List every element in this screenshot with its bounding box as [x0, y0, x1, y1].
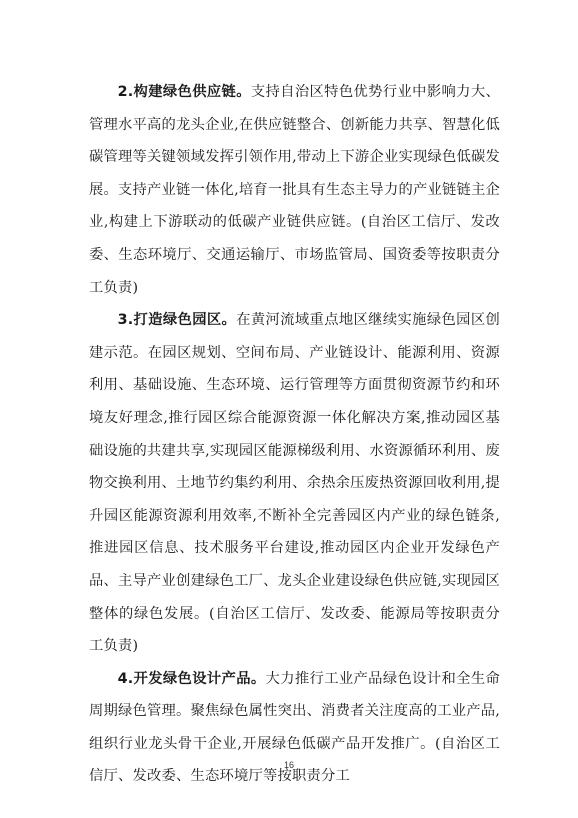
section-body: 大力推行工业产品绿色设计和全生命周期绿色管理。聚焦绿色属性突出、消费者关注度高的工业产品,组织行业龙头骨干企业,开展绿色低碳产品开发推广。(自治区工信厅、发改委、生态环境厅等按职责分工 [89, 670, 501, 785]
page-body [89, 76, 500, 793]
page-number: 16 [283, 760, 294, 770]
section-green-supply-chain [89, 76, 500, 304]
section-heading: 3.打造绿色园区。 [117, 312, 237, 329]
section-body: 支持自治区特色优势行业中影响力大、管理水平高的龙头企业,在供应链整合、创新能力共享、智慧化低碳管理等关键领域发挥引领作用,带动上下游企业实现绿色低碳发展。支持产业链一体化,培育一批具有生态主导力的产业链链主企业,构建上下游联动的低碳产业链供应链。(自治区工信厅、发改委、生态环境厅、交通运输厅、市场监管局、国资委等按职责分工负责) [89, 84, 500, 296]
section-heading: 2.构建绿色供应链。 [117, 84, 251, 100]
section-heading: 4.开发绿色设计产品。 [117, 670, 266, 687]
section-green-design-products [89, 663, 500, 793]
section-body: 在黄河流域重点地区继续实施绿色园区创建示范。在园区规划、空间布局、产业链设计、能源利用、资源利用、基础设施、生态环境、运行管理等方面贯彻资源节约和环境友好理念,推行园区综合能源资源一体化解决方案,推动园区基础设施的共建共享,实现园区能源梯级利用、水资源循环利用、废物交换利用、土地节约集约利用、余热余压废热资源回收利用,提升园区能源资源利用效率,不断补全完善园区内产业的绿色链条,推进园区信息、技术服务平台建设,推动园区内企业开发绿色产品、主导产业创建绿色工厂、龙头企业建设绿色供应链,实现园区整体的绿色发展。(自治区工信厅、发改委、能源局等按职责分工负责) [89, 312, 500, 655]
section-green-park [89, 304, 500, 663]
